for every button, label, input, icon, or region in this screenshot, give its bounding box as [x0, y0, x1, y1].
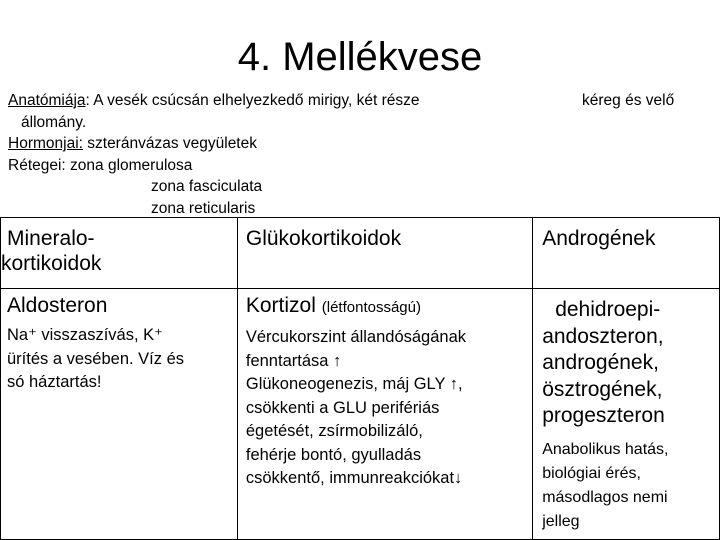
text-line: andoszteron,: [542, 324, 664, 348]
hormone-aldosteron: Aldosteron: [7, 294, 108, 317]
cell-androgens: [533, 289, 720, 540]
cell-glucocorticoids: [237, 289, 532, 540]
anatomy-text: : A vesék csúcsán elhelyezkedő mirigy, két része: [85, 92, 420, 109]
intro-text: [8, 90, 713, 219]
hormone-table: [0, 217, 720, 540]
androgen-effects: [542, 438, 719, 534]
layer-reticularis: zona reticularis: [151, 199, 256, 217]
text-line: progeszteron: [542, 404, 665, 427]
anatomy-continuation: állomány.: [21, 113, 87, 131]
text-line: csökkenti a GLU perifériás: [245, 398, 440, 417]
text-line: só háztartás!: [7, 373, 102, 391]
slide-title: 4. Mellékvese: [237, 35, 483, 79]
text-line: androgének,: [542, 351, 659, 374]
hormones-text: szteránvázas vegyületek: [82, 135, 257, 152]
text-line: dehidroepi-: [555, 298, 661, 321]
text-line: Vércukorszint állandóságának: [245, 328, 467, 346]
hormone-note: (létfontosságú): [321, 299, 421, 316]
text-line: fenntartása ↑: [245, 351, 342, 370]
table-header-row: [1, 218, 720, 289]
text-line: Anabolikus hatás,: [542, 440, 669, 458]
text-line: fehérje bontó, gyulladás: [245, 445, 422, 464]
hormone-kortizol: Kortizol (létfontosságú): [245, 294, 421, 317]
androgen-list: [542, 297, 719, 430]
text-line: biológiai érés,: [542, 464, 641, 482]
layers-line: Rétegei: zona glomerulosa: [8, 156, 193, 174]
header-line: kortikoidok: [1, 252, 102, 275]
text-line: ösztrogének,: [542, 377, 663, 401]
text-line: égetését, zsírmobilizáló,: [245, 422, 423, 440]
table-body-row: [1, 289, 720, 540]
header-mineralocorticoids: [1, 218, 238, 289]
layer-fasciculata: zona fasciculata: [151, 178, 263, 195]
anatomy-right-text: kéreg és velő: [582, 92, 675, 109]
header-androgens: Androgének: [533, 218, 720, 289]
header-glucocorticoids: Glükokortikoidok: [237, 218, 532, 289]
cell-mineralocorticoids: [1, 289, 238, 540]
text-line: másodlagos nemi: [542, 488, 668, 506]
anatomy-label: Anatómiája: [8, 92, 86, 109]
text-line: Glükoneogenezis, máj GLY ↑,: [245, 375, 463, 393]
header-line: Mineralo-: [7, 227, 95, 250]
anatomy-line: [8, 90, 713, 112]
text-line: ürítés a vesében. Víz és: [7, 349, 185, 368]
text-line: csökkentő, immunreakciókat↓: [245, 469, 463, 487]
hormones-label: Hormonjai:: [8, 135, 83, 152]
text-line: jelleg: [542, 512, 580, 530]
text-line: Na⁺ visszaszívás, K⁺: [7, 326, 163, 344]
hormones-line: [8, 133, 713, 155]
